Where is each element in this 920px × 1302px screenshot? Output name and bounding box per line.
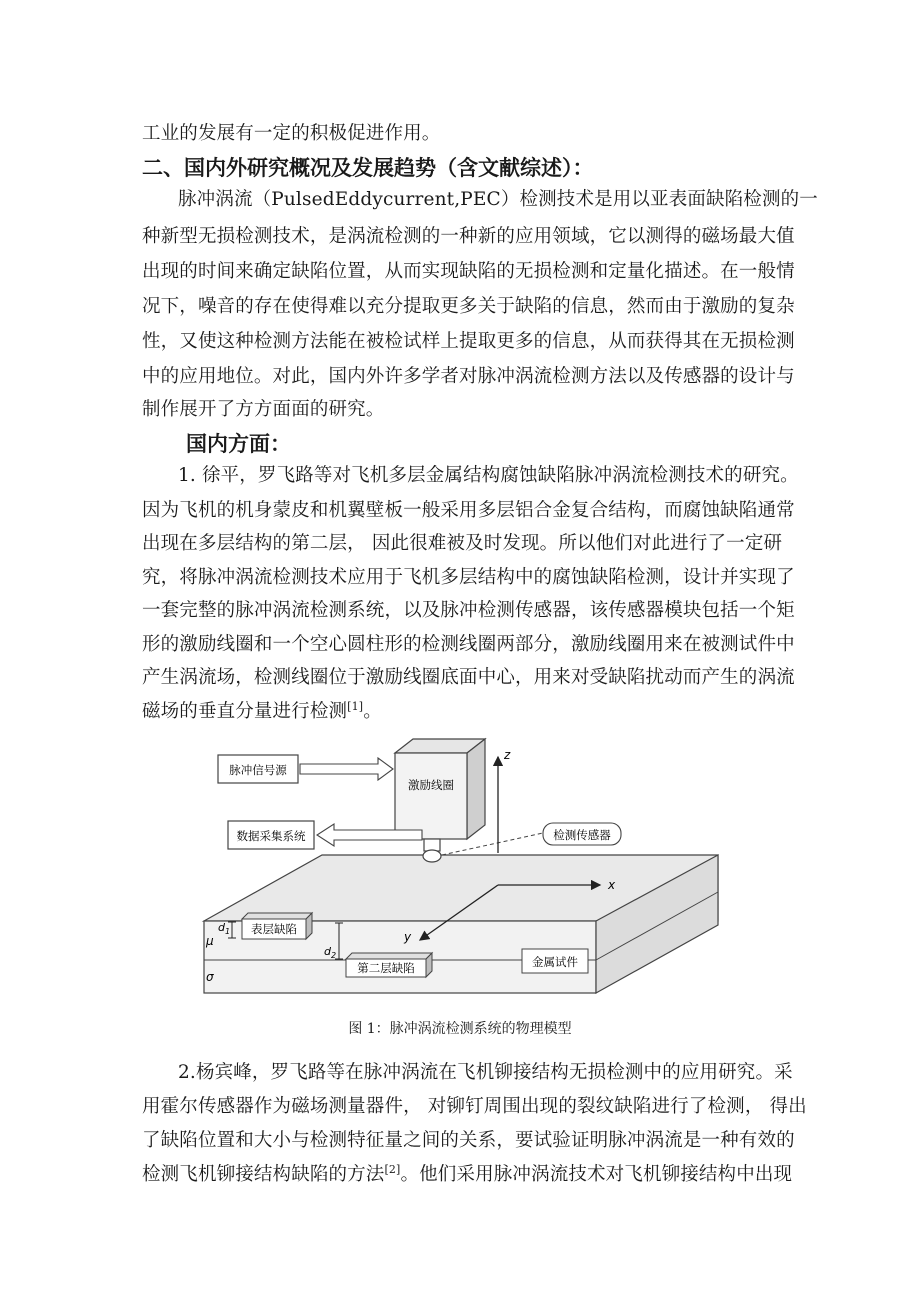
detection-sensor (423, 839, 441, 862)
paragraph-line: 因为飞机的机身蒙皮和机翼壁板一般采用多层铝合金复合结构，而腐蚀缺陷通常 (142, 500, 795, 521)
pulse-source-label: 脉冲信号源 (229, 763, 287, 777)
paragraph-line: 况下，噪音的存在使得难以充分提取更多关于缺陷的信息，然而由于激励的复杂 (142, 296, 795, 317)
x-axis-label: x (608, 878, 616, 892)
y-axis-label: y (404, 930, 412, 944)
citation-ref: [2] (384, 1162, 401, 1176)
z-axis-label: z (504, 748, 511, 762)
pulse-source-box (218, 755, 298, 783)
hollow-arrow-right (300, 758, 393, 780)
data-acquisition-box (228, 821, 314, 849)
section-heading: 二、国内外研究概况及发展趋势（含文献综述）： (142, 156, 594, 180)
d1-subscript: 1 (224, 927, 231, 936)
excitation-coil-label: 激励线圈 (408, 778, 454, 792)
paragraph-text: 磁场的垂直分量进行检测 (142, 701, 348, 722)
surface-defect-label: 表层缺陷 (251, 922, 297, 936)
paragraph-line-with-citation (142, 699, 782, 722)
paragraph-line: 形的激励线圈和一个空心圆柱形的检测线圈两部分，激励线圈用来在被测试件中 (142, 634, 795, 655)
paragraph-line: 出现的时间来确定缺陷位置，从而实现缺陷的无损检测和定量化描述。在一般情 (142, 261, 795, 282)
paragraph-line-with-citation (142, 1162, 793, 1185)
paragraph-text: 。 (363, 701, 382, 722)
sensor-callout (543, 823, 621, 845)
paragraph-line: 究，将脉冲涡流检测技术应用于飞机多层结构中的腐蚀缺陷检测，设计并实现了 (142, 567, 795, 588)
second-layer-defect-label: 第二层缺陷 (357, 961, 415, 975)
paragraph-line: 工业的发展有一定的积极促进作用。 (142, 123, 441, 144)
paragraph-line: 脉冲涡流（PulsedEddycurrent,PEC）检测技术是用以亚表面缺陷检测的一 (178, 189, 818, 210)
metal-sample-label: 金属试件 (532, 955, 578, 969)
paragraph-line: 一套完整的脉冲涡流检测系统，以及脉冲检测传感器，该传感器模块包括一个矩 (142, 600, 795, 621)
data-acquisition-label: 数据采集系统 (236, 829, 306, 843)
paragraph-text: 检测飞机铆接结构缺陷的方法 (142, 1164, 385, 1185)
paragraph-line: 产生涡流场，检测线圈位于激励线圈底面中心，用来对受缺陷扰动而产生的涡流 (142, 667, 795, 688)
sensor-label: 检测传感器 (553, 828, 611, 842)
excitation-coil (395, 739, 485, 839)
surface-defect (242, 913, 312, 939)
citation-ref: [1] (347, 699, 364, 713)
paragraph-line: 了缺陷位置和大小与检测特征量之间的关系，要试验证明脉冲涡流是一种有效的 (142, 1130, 795, 1151)
figure-caption: 图 1：脉冲涡流检测系统的物理模型 (348, 1021, 572, 1037)
d2-subscript: 2 (330, 951, 337, 960)
paragraph-line: 用霍尔传感器作为磁场测量器件， 对铆钉周围出现的裂纹缺陷进行了检测， 得出 (142, 1096, 807, 1117)
paragraph-line: 种新型无损检测技术，是涡流检测的一种新的应用领域，它以测得的磁场最大值 (142, 226, 795, 247)
second-layer-defect (346, 953, 432, 977)
metal-sample-tag (522, 949, 588, 973)
paragraph-line: 制作展开了方方面面的研究。 (142, 399, 385, 420)
subsection-heading: 国内方面： (186, 432, 291, 456)
paragraph-line: 中的应用地位。对此，国内外许多学者对脉冲涡流检测方法以及传感器的设计与 (142, 366, 795, 387)
paragraph-text: 。他们采用脉冲涡流技术对飞机铆接结构中出现 (400, 1164, 793, 1185)
paragraph-line: 性，又使这种检测方法能在被检试样上提取更多的信息，从而获得其在无损检测 (142, 331, 795, 352)
paragraph-line: 2.杨宾峰，罗飞路等在脉冲涡流在飞机铆接结构无损检测中的应用研究。采 (178, 1062, 793, 1083)
mu-label: μ (206, 934, 214, 948)
d2-label: d (324, 945, 331, 958)
paragraph-line: 1. 徐平，罗飞路等对飞机多层金属结构腐蚀缺陷脉冲涡流检测技术的研究。 (178, 465, 799, 486)
figure-physical-model (200, 735, 720, 1000)
paragraph-line: 出现在多层结构的第二层， 因此很难被及时发现。所以他们对此进行了一定研 (142, 533, 783, 554)
d1-label: d (218, 921, 225, 934)
sigma-label: σ (206, 970, 214, 984)
